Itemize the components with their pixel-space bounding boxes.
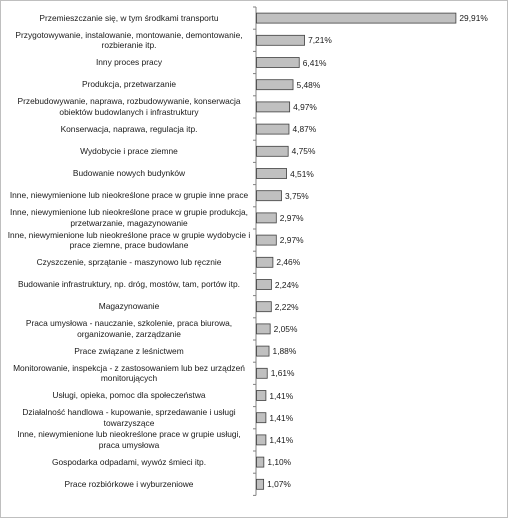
category-label-18: Działalność handlowa - kupowanie, sprzedawanie i usługi towarzyszące [22, 407, 236, 428]
category-label-15: Prace związane z leśnictwem [74, 345, 184, 356]
category-label-13: Magazynowanie [98, 301, 160, 312]
category-label-12: Budowanie infrastruktury, np. dróg, mostów, tam, portów itp. [18, 279, 240, 289]
value-label-8: 3,75% [285, 190, 309, 201]
value-label-13: 2,22% [274, 301, 299, 312]
bar-16 [257, 368, 268, 378]
bar-19 [257, 435, 266, 445]
bar-13 [257, 302, 272, 312]
category-label-11: Czyszczenie, sprzątanie - maszynowo lub ręcznie [36, 256, 222, 267]
bar-20 [257, 457, 264, 467]
value-label-12: 2,24% [274, 279, 299, 290]
category-label-1: Przygotowywanie, instalowanie, montowanie, demontowanie, rozbieranie itp. [15, 29, 243, 51]
category-label-19: Inne, niewymienione lub nieokreślone prace w grupie usługi, praca umysłowa [17, 429, 241, 450]
bar-15 [257, 346, 270, 356]
category-label-10: Inne, niewymienione lub nieokreślone prace w grupie wydobycie i prace ziemne, prace budowlane [7, 229, 251, 251]
bar-17 [257, 391, 266, 401]
value-label-0: 29,91% [459, 13, 488, 24]
bar-7 [257, 169, 287, 179]
bar-11 [257, 257, 273, 267]
bar-4 [257, 102, 290, 112]
value-label-11: 2,46% [276, 257, 301, 268]
value-label-21: 1,07% [267, 479, 291, 490]
bar-0 [257, 13, 456, 23]
value-label-19: 1,41% [269, 434, 294, 445]
category-label-2: Inny proces pracy [95, 57, 163, 67]
category-label-3: Produkcja, przetwarzanie [81, 79, 177, 90]
value-label-5: 4,87% [292, 124, 317, 135]
value-label-15: 1,88% [272, 346, 297, 357]
value-label-9: 2,97% [279, 212, 304, 223]
bar-18 [257, 413, 266, 423]
bar-1 [257, 35, 305, 45]
category-label-7: Budowanie nowych budynków [72, 168, 186, 178]
category-label-20: Gospodarka odpadami, wywóz śmieci itp. [51, 456, 207, 467]
bar-3 [257, 80, 294, 90]
value-label-17: 1,41% [269, 390, 294, 401]
value-label-14: 2,05% [273, 323, 298, 334]
category-label-14: Praca umysłowa - nauczanie, szkolenie, praca biurowa, organizowanie, zarządzanie [25, 318, 233, 339]
category-label-4: Przebudowywanie, naprawa, rozbudowywanie, konserwacja obiektów budowlanych i infrastruktury [17, 96, 241, 117]
bar-10 [257, 235, 277, 245]
bar-21 [257, 479, 264, 489]
bar-8 [257, 191, 282, 201]
category-label-16: Monitorowanie, inspekcja - z zastosowaniem lub bez urządzeń monitorujących [13, 362, 245, 384]
bar-14 [257, 324, 271, 334]
value-label-18: 1,41% [269, 412, 294, 423]
bar-12 [257, 280, 272, 290]
value-label-7: 4,51% [290, 168, 314, 179]
value-label-16: 1,61% [270, 368, 295, 379]
bar-5 [257, 124, 289, 134]
category-label-5: Konserwacja, naprawa, regulacja itp. [60, 123, 198, 134]
value-label-6: 4,75% [291, 146, 316, 157]
bar-2 [257, 58, 300, 68]
bar-6 [257, 146, 289, 156]
bar-9 [257, 213, 277, 223]
value-label-2: 6,41% [302, 57, 327, 68]
category-label-0: Przemieszczanie się, w tym środkami transportu [39, 12, 219, 23]
value-label-20: 1,10% [267, 457, 292, 468]
category-label-8: Inne, niewymienione lub nieokreślone prace w grupie inne prace [9, 190, 249, 201]
category-label-21: Prace rozbiórkowe i wyburzeniowe [64, 478, 194, 489]
value-label-4: 4,97% [293, 101, 317, 112]
value-label-10: 2,97% [279, 235, 304, 246]
value-label-1: 7,21% [308, 35, 332, 46]
value-label-3: 5,48% [296, 79, 321, 90]
category-label-6: Wydobycie i prace ziemne [80, 145, 178, 156]
category-label-17: Usługi, opieka, pomoc dla społeczeństwa [52, 390, 206, 400]
category-label-9: Inne, niewymienione lub nieokreślone prace w grupie produkcja, przetwarzanie, magazynowanie [10, 207, 248, 228]
